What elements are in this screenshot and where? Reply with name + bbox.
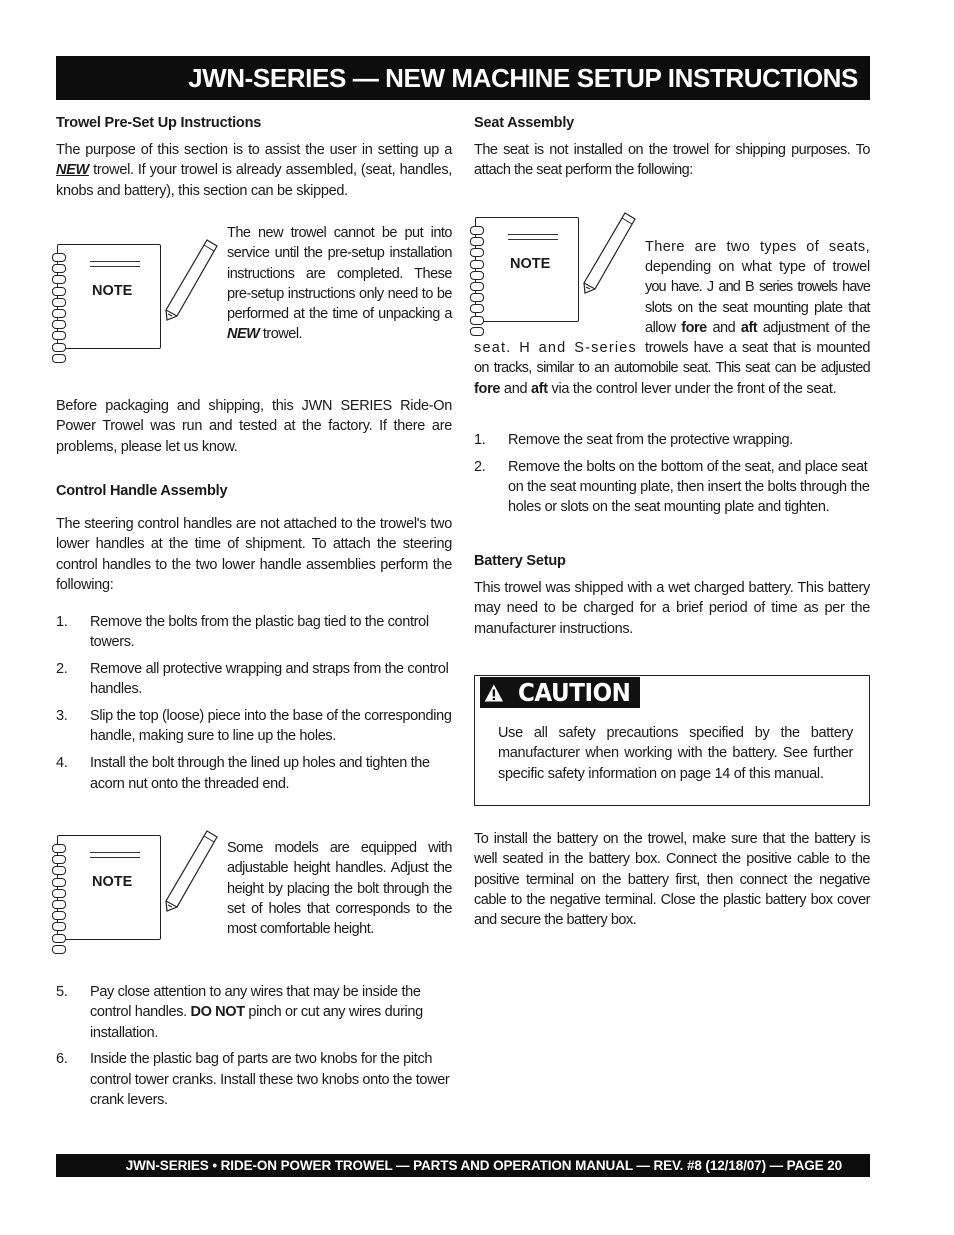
list-item: 5. Pay close attention to any wires that may be inside the control handles. DO NOT pinch or cut any wires during installation. [56,984,423,1041]
note-notepad-icon [57,244,161,349]
section-heading-battery-setup: Battery Setup [474,553,566,569]
list-item: 4. Install the bolt through the lined up holes and tighten the acorn nut onto the threaded end. [56,755,430,792]
battery-install-text: To install the battery on the trowel, make sure that the battery is well seated in the battery box. Connect the positive cable to the positive terminal on the battery first, then connect the negative cable to the negative terminal. Close the plastic battery box cover and secure the battery box. [474,831,870,929]
note-seat-line: There are two types of seats, [645,239,870,255]
caution-label: CAUTION [517,678,631,707]
note-seat-line: fore and aft via the control lever under the front of the seat. [474,381,837,397]
list-item: 2. Remove the bolts on the bottom of the seat, and place seat on the seat mounting plate, then insert the bolts through the holes or slots on the seat mounting plate and tighten. [474,458,870,516]
list-item: 6. Inside the plastic bag of parts are two knobs for the pitch control tower cranks. Install these two knobs onto the tower crank levers. [56,1051,450,1108]
page-header-title [56,56,870,100]
note-adjustable-handles-text: Some models are equipped with adjustable height handles. Adjust the height by placing the bolt through the set of holes that corresponds to the most comfortable height. [227,840,452,938]
note-seat-line: on tracks, similar to an automobile seat. This seat can be adjusted [474,360,870,376]
list-item: 2. Remove all protective wrapping and straps from the control handles. [56,661,449,698]
note-notepad-icon [57,835,161,940]
preset-tested-text: Before packaging and shipping, this JWN SERIES Ride-On Power Trowel was run and tested at the factory. If there are problems, please let us know. [56,398,452,455]
section-heading-seat-assembly: Seat Assembly [474,115,575,131]
note-label: NOTE [510,256,551,272]
battery-intro: This trowel was shipped with a wet charged battery. This battery may need to be charged for a brief period of time as per the manufacturer instructions. [474,580,870,637]
control-steps-list-continued [56,982,452,1117]
note-seat-line: seat. H and S-series [474,340,637,356]
note-seat-line: depending on what type of trowel [645,259,870,275]
note-label: NOTE [92,874,133,890]
note-seat-line: allow fore and aft adjustment of the [645,320,871,336]
note-seat-line: you have. J and B series trowels have [645,279,870,295]
seat-intro: The seat is not installed on the trowel for shipping purposes. To attach the seat perform the following: [474,142,870,179]
warning-triangle-icon [484,680,504,706]
note-notepad-icon [475,217,579,322]
pencil-icon [163,236,223,348]
control-steps-list [56,612,452,800]
page-footer: JWN-SERIES • RIDE-ON POWER TROWEL — PARTS AND OPERATION MANUAL — REV. #8 (12/18/07) — PAGE 20 [56,1154,870,1177]
note-seat-line: slots on the seat mounting plate that [645,300,870,316]
caution-banner [480,677,640,708]
control-intro: The steering control handles are not attached to the trowel's two lower handles at the time of shipment. To attach the steering control handles to the two lower handle assemblies perform the following: [56,516,452,593]
note-preset-text: The new trowel cannot be put into service until the pre-setup installation instructions are completed. These pre-setup instructions only need to be performed at the time of unpacking a NEW trowel. [227,225,452,343]
list-item: 1. Remove the seat from the protective wrapping. [474,432,793,448]
seat-steps-list [474,430,870,524]
caution-text: Use all safety precautions specified by the battery manufacturer when working with the battery. See further specific safety information on page 14 of this manual. [498,725,853,782]
list-item: 3. Slip the top (loose) piece into the base of the corresponding handle, making sure to line up the holes. [56,708,452,745]
page-header-title-text: JWN-SERIES — NEW MACHINE SETUP INSTRUCTIONS [188,62,858,93]
pencil-icon [163,827,223,939]
note-label: NOTE [92,283,133,299]
pencil-icon [581,209,641,321]
note-seat-line: trowels have a seat that is mounted [645,340,870,356]
section-heading-control-handle: Control Handle Assembly [56,483,228,499]
section-heading-trowel-preset: Trowel Pre-Set Up Instructions [56,115,262,131]
preset-intro: The purpose of this section is to assist the user in setting up a NEW trowel. If your trowel is already assembled, (seat, handles, knobs and battery), this section can be skipped. [56,142,452,199]
list-item: 1. Remove the bolts from the plastic bag tied to the control towers. [56,614,429,651]
